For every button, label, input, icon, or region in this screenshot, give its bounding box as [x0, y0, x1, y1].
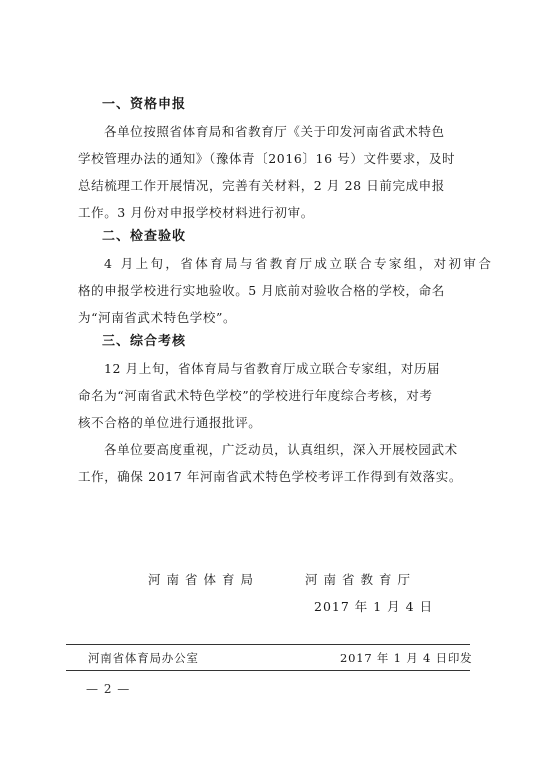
paragraph-line: 命名为“河南省武术特色学校”的学校进行年度综合考核，对考 — [78, 388, 433, 403]
footer-print-date: 2017 年 1 月 4 日印发 — [340, 651, 473, 665]
paragraph-line: 4 月上旬，省体育局与省教育厅成立联合专家组，对初审合 — [104, 256, 494, 271]
signature-date: 2017 年 1 月 4 日 — [314, 599, 434, 614]
footer-issuer: 河南省体育局办公室 — [88, 651, 199, 665]
paragraph-line: 工作。3 月份对申报学校材料进行初审。 — [78, 205, 314, 220]
footer-bottom-rule — [66, 670, 470, 671]
closing-paragraph-line: 各单位要高度重视，广泛动员，认真组织，深入开展校园武术 — [104, 442, 458, 457]
section-heading-inspection: 二、检查验收 — [102, 229, 187, 244]
footer-top-rule — [66, 644, 470, 645]
signature-org-sports-bureau: 河南省体育局 — [148, 572, 260, 587]
section-heading-assessment: 三、综合考核 — [102, 334, 187, 349]
closing-paragraph-line: 工作，确保 2017 年河南省武术特色学校考评工作得到有效落实。 — [78, 469, 462, 484]
paragraph-line: 各单位按照省体育局和省教育厅《关于印发河南省武术特色 — [104, 124, 445, 139]
paragraph-line: 核不合格的单位进行通报批评。 — [78, 415, 262, 430]
section-heading-qualification: 一、资格申报 — [102, 97, 187, 112]
paragraph-line: 12 月上旬，省体育局与省教育厅成立联合专家组，对历届 — [104, 361, 441, 376]
paragraph-line: 学校管理办法的通知》（豫体青〔2016〕16 号）文件要求，及时 — [78, 151, 456, 166]
paragraph-line: 总结梳理工作开展情况，完善有关材料，2 月 28 日前完成申报 — [78, 178, 445, 193]
paragraph-line: 为“河南省武术特色学校”。 — [78, 310, 237, 325]
signature-org-education-dept: 河南省教育厅 — [305, 572, 417, 587]
paragraph-line: 格的申报学校进行实地验收。5 月底前对验收合格的学校，命名 — [78, 283, 445, 298]
page-number: — 2 — — [86, 682, 131, 696]
